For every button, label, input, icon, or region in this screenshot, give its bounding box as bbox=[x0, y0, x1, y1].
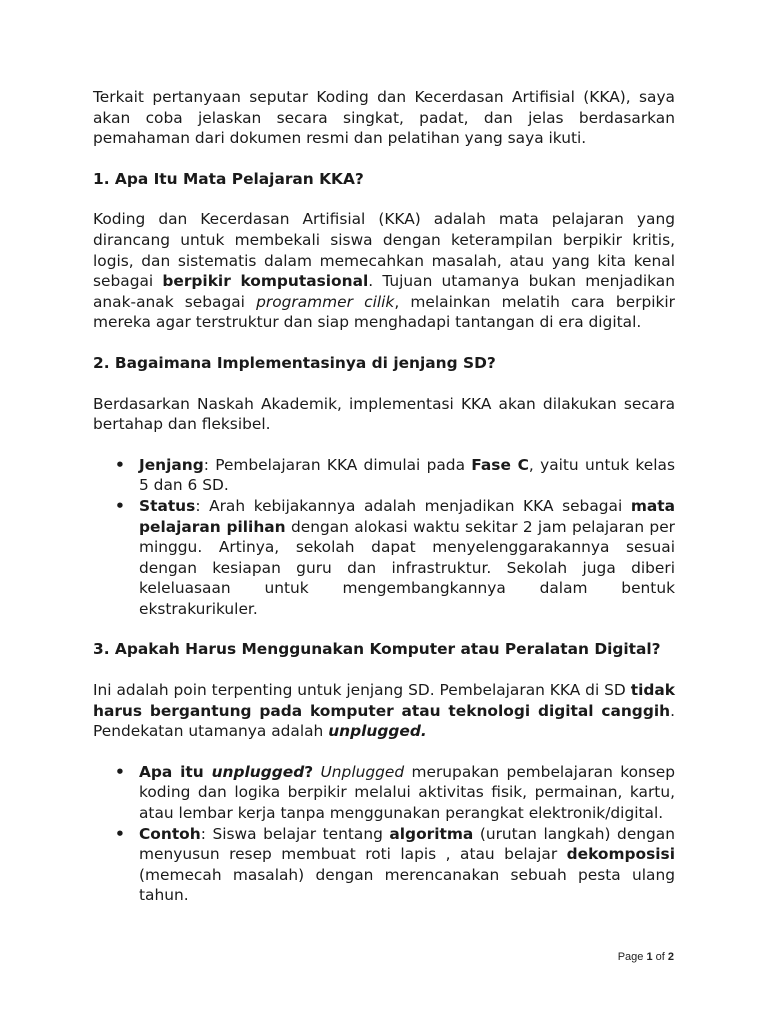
section-3-heading: 3. Apakah Harus Menggunakan Komputer atau Peralatan Digital? bbox=[93, 640, 661, 659]
list-item-jenjang: • Jenjang: Pembelajaran KKA dimulai pada Fase C, yaitu untuk kelas 5 dan 6 SD. bbox=[93, 455, 675, 496]
section-3-paragraph: Ini adalah poin terpenting untuk jenjang SD. Pembelajaran KKA di SD tidak harus bergantung pada komputer atau teknologi digital canggih. Pendekatan utamanya adalah unplugged. bbox=[93, 681, 675, 741]
list-item-unplugged: • Apa itu unplugged? Unplugged merupakan pembelajaran konsep koding dan logika berpikir melalui aktivitas fisik, permainan, kartu, atau lembar kerja tanpa menggunakan perangkat elektronik/digital. bbox=[93, 762, 675, 824]
term-unplugged: unplugged. bbox=[328, 722, 427, 741]
document-body bbox=[93, 87, 675, 906]
section-1-heading: 1. Apa Itu Mata Pelajaran KKA? bbox=[93, 169, 364, 188]
term-programmer-cilik: programmer cilik bbox=[256, 292, 395, 311]
section-2-heading: 2. Bagaimana Implementasinya di jenjang SD? bbox=[93, 353, 496, 372]
list-item-status: • Status: Arah kebijakannya adalah menjadikan KKA sebagai mata pelajaran pilihan dengan alokasi waktu sekitar 2 jam pelajaran per minggu. Artinya, sekolah dapat menyelenggarakannya sesuai dengan kesiapan guru dan infrastruktur. Sekolah juga diberi keleluasaan untuk mengembangkannya dalam bentuk ekstrakurikuler. bbox=[93, 496, 675, 620]
section-1-paragraph: Koding dan Kecerdasan Artifisial (KKA) adalah mata pelajaran yang dirancang untuk membekali siswa dengan keterampilan berpikir kritis, logis, dan sistematis dalam memecahkan masalah, atau yang kita kenal sebagai berpikir komputasional. Tujuan utamanya bukan menjadikan anak-anak sebagai programmer cilik, melainkan melatih cara berpikir mereka agar terstruktur dan siap menghadapi tantangan di era digital. bbox=[93, 210, 676, 332]
section-2-list bbox=[93, 455, 675, 620]
intro-paragraph: Terkait pertanyaan seputar Koding dan Kecerdasan Artifisial (KKA), saya akan coba jelaskan secara singkat, padat, dan jelas berdasarkan pemahaman dari dokumen resmi dan pelatihan yang saya ikuti. bbox=[93, 88, 675, 148]
section-3-list bbox=[93, 762, 675, 906]
term-berpikir-komputasional: berpikir komputasional bbox=[162, 272, 369, 291]
page-number: Page 1 of 2 bbox=[617, 951, 674, 963]
section-2-intro: Berdasarkan Naskah Akademik, implementasi KKA akan dilakukan secara bertahap dan fleksibel. bbox=[93, 394, 675, 434]
list-item-contoh: • Contoh: Siswa belajar tentang algoritma (urutan langkah) dengan menyusun resep membuat roti lapis , atau belajar dekomposisi (memecah masalah) dengan merencanakan sebuah pesta ulang tahun. bbox=[93, 824, 675, 906]
